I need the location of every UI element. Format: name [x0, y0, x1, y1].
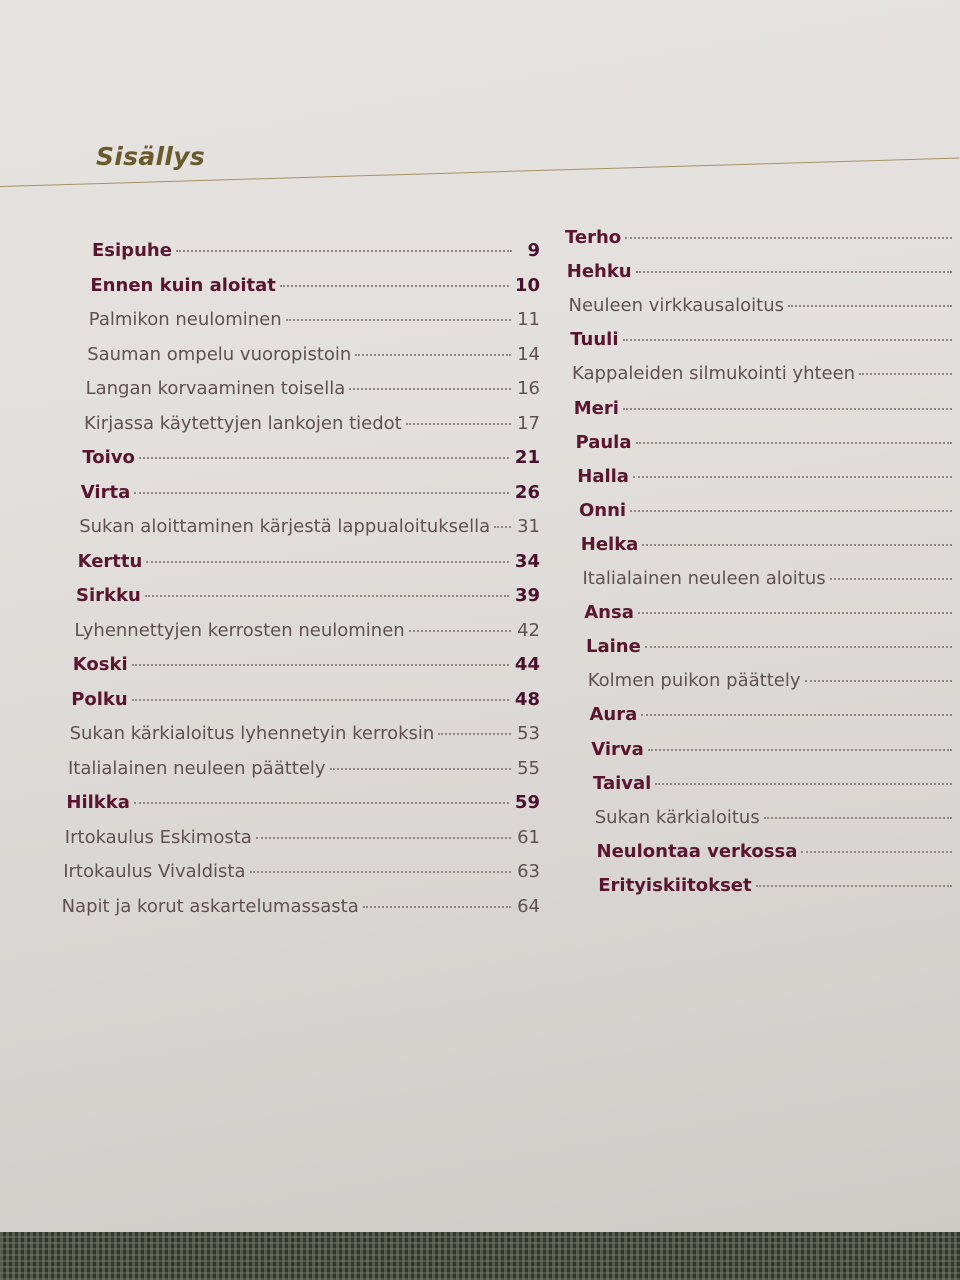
dot-leader	[355, 354, 511, 356]
toc-entry-label: Halla	[577, 465, 629, 487]
toc-entry	[577, 466, 952, 487]
toc-entry-label: Toivo	[82, 447, 135, 468]
toc-entry	[92, 240, 540, 261]
toc-entry	[89, 309, 540, 330]
dot-leader	[349, 388, 511, 390]
toc-page-number: 44	[514, 654, 540, 675]
dot-leader	[286, 319, 511, 321]
toc-entry-label: Terho	[565, 227, 622, 248]
toc-page-number: 48	[514, 688, 540, 710]
toc-entry-label: Sukan aloittaminen kärjestä lappualoituksella	[79, 516, 491, 537]
fabric-background	[0, 1232, 960, 1280]
toc-entry-label: Helka	[580, 533, 639, 555]
toc-page-number: 10	[514, 274, 540, 296]
toc-entry-label: Irtokaulus Eskimosta	[64, 826, 252, 848]
dot-leader	[438, 733, 511, 735]
toc-entry	[79, 516, 540, 537]
toc-entry-label: Kolmen puikon päättely	[587, 670, 801, 692]
dot-leader	[859, 373, 952, 375]
toc-entry	[63, 861, 540, 882]
toc-entry-label: Kappaleiden silmukointi yhteen	[572, 363, 856, 385]
dot-leader	[655, 783, 952, 785]
dot-leader	[256, 837, 511, 839]
toc-entry	[65, 827, 540, 848]
toc-page-number: 59	[514, 792, 540, 813]
dot-leader	[494, 526, 511, 528]
dot-leader	[630, 510, 952, 512]
toc-page-number: 42	[517, 619, 540, 641]
dot-leader	[638, 612, 952, 614]
toc-page-number: 53	[517, 723, 540, 744]
toc-entry-label: Paula	[575, 431, 632, 453]
toc-entry-label: Hehku	[566, 261, 632, 283]
toc-page-number: 63	[517, 861, 540, 882]
toc-entry	[73, 654, 540, 675]
dot-leader	[623, 408, 952, 410]
toc-entry	[68, 758, 540, 779]
dot-leader	[641, 714, 952, 716]
dot-leader	[280, 285, 509, 287]
dot-leader	[330, 768, 512, 770]
toc-entry	[583, 568, 953, 589]
toc-entry-label: Erityiskiitokset	[598, 874, 752, 896]
toc-entry-label: Tuuli	[570, 329, 619, 351]
toc-entry	[586, 636, 952, 657]
dot-leader	[636, 442, 953, 444]
dot-leader	[409, 630, 511, 632]
toc-entry	[76, 585, 540, 606]
dot-leader	[134, 802, 509, 804]
dot-leader	[805, 680, 953, 682]
toc-entry	[86, 378, 540, 399]
toc-page-number: 34	[514, 550, 540, 572]
toc-entry-label: Sukan kärkialoitus lyhennetyin kerroksin	[69, 723, 435, 744]
dot-leader	[132, 664, 509, 666]
dot-leader	[134, 492, 509, 494]
toc-entry-label: Kerttu	[77, 550, 143, 572]
toc-entry	[567, 261, 952, 282]
toc-entry	[597, 841, 953, 862]
dot-leader	[645, 646, 952, 648]
toc-entry	[569, 295, 953, 316]
toc-entry-label: Taival	[593, 772, 652, 794]
toc-entry	[565, 227, 952, 248]
toc-page-number: 39	[514, 585, 540, 606]
dot-leader	[625, 237, 952, 239]
dot-leader	[756, 885, 952, 887]
toc-entry-label: Virva	[591, 738, 644, 760]
toc-entry	[62, 896, 540, 917]
toc-entry-label: Hilkka	[66, 792, 130, 813]
toc-entry-label: Ennen kuin aloitat	[90, 274, 276, 296]
dot-leader	[801, 851, 952, 853]
toc-entry-label: Langan korvaaminen toisella	[85, 378, 346, 399]
toc-page-number: 11	[517, 309, 540, 330]
toc-entry-label: Neulontaa verkossa	[596, 840, 798, 862]
toc-entry	[84, 413, 540, 434]
toc-page-number: 16	[517, 378, 540, 399]
toc-entry	[74, 620, 540, 641]
dot-leader	[176, 250, 512, 252]
toc-entry	[598, 875, 952, 896]
toc-entry	[590, 704, 953, 725]
toc-page-number: 55	[517, 757, 540, 779]
toc-page-number: 9	[527, 240, 540, 261]
toc-entry	[82, 447, 540, 468]
toc-page-number: 17	[517, 412, 540, 434]
toc-entry-label: Neuleen virkkausaloitus	[568, 295, 785, 317]
toc-entry	[572, 363, 952, 384]
toc-entry	[87, 344, 540, 365]
toc-entry	[90, 275, 540, 296]
toc-entry-label: Koski	[72, 654, 128, 675]
toc-entry-label: Ansa	[584, 602, 634, 624]
toc-entry-label: Kirjassa käytettyjen lankojen tiedot	[84, 412, 402, 434]
toc-entry	[71, 689, 540, 710]
toc-entry	[579, 500, 952, 521]
toc-entry	[581, 534, 952, 555]
toc-page-number: 64	[517, 895, 540, 917]
dot-leader	[146, 561, 509, 563]
toc-entry	[81, 482, 540, 503]
toc-entry-label: Palmikon neulominen	[88, 309, 282, 330]
dot-leader	[830, 578, 952, 580]
toc-entry-label: Italialainen neuleen aloitus	[582, 568, 826, 589]
toc-entry	[591, 739, 952, 760]
dot-leader	[145, 595, 509, 597]
toc-entry-label: Polku	[71, 688, 128, 710]
toc-entry	[576, 432, 953, 453]
toc-entry-label: Lyhennettyjen kerrosten neulominen	[74, 619, 405, 641]
dot-leader	[648, 749, 952, 751]
dot-leader	[642, 544, 952, 546]
toc-entry-label: Esipuhe	[92, 240, 172, 261]
dot-leader	[636, 271, 952, 273]
toc-entry	[584, 602, 952, 623]
dot-leader	[633, 476, 952, 478]
dot-leader	[788, 305, 952, 307]
toc-entry-label: Sirkku	[76, 585, 141, 606]
dot-leader	[132, 699, 509, 701]
toc-entry-label: Sukan kärkialoitus	[594, 806, 760, 828]
toc-entry-label: Irtokaulus Vivaldista	[63, 861, 246, 882]
toc-entry	[66, 792, 540, 813]
toc-page-number: 14	[517, 343, 540, 365]
toc-entry	[595, 807, 952, 828]
toc-entry	[574, 398, 952, 419]
toc-entry-label: Meri	[573, 397, 619, 419]
toc-page-number: 61	[517, 826, 540, 848]
toc-entry-label: Italialainen neuleen päättely	[68, 757, 326, 779]
dot-leader	[623, 339, 952, 341]
toc-entry	[570, 329, 952, 350]
dot-leader	[406, 423, 511, 425]
toc-entry-label: Napit ja korut askartelumassasta	[61, 895, 359, 917]
dot-leader	[764, 817, 952, 819]
toc-entry	[70, 723, 540, 744]
toc-entry-label: Sauman ompelu vuoropistoin	[87, 343, 352, 365]
toc-entry-label: Aura	[589, 704, 638, 726]
dot-leader	[363, 906, 511, 908]
toc-entry-label: Laine	[586, 636, 641, 658]
toc-entry	[78, 551, 540, 572]
toc-page-number: 26	[514, 481, 540, 503]
page-title: Sisällys	[96, 142, 206, 171]
dot-leader	[139, 457, 509, 459]
toc-entry-label: Onni	[579, 499, 627, 521]
toc-entry-label: Virta	[80, 481, 131, 503]
toc-page-number: 21	[514, 447, 540, 468]
toc-entry	[593, 773, 952, 794]
toc-page-number: 31	[517, 516, 540, 537]
toc-entry	[588, 670, 952, 691]
dot-leader	[250, 871, 512, 873]
